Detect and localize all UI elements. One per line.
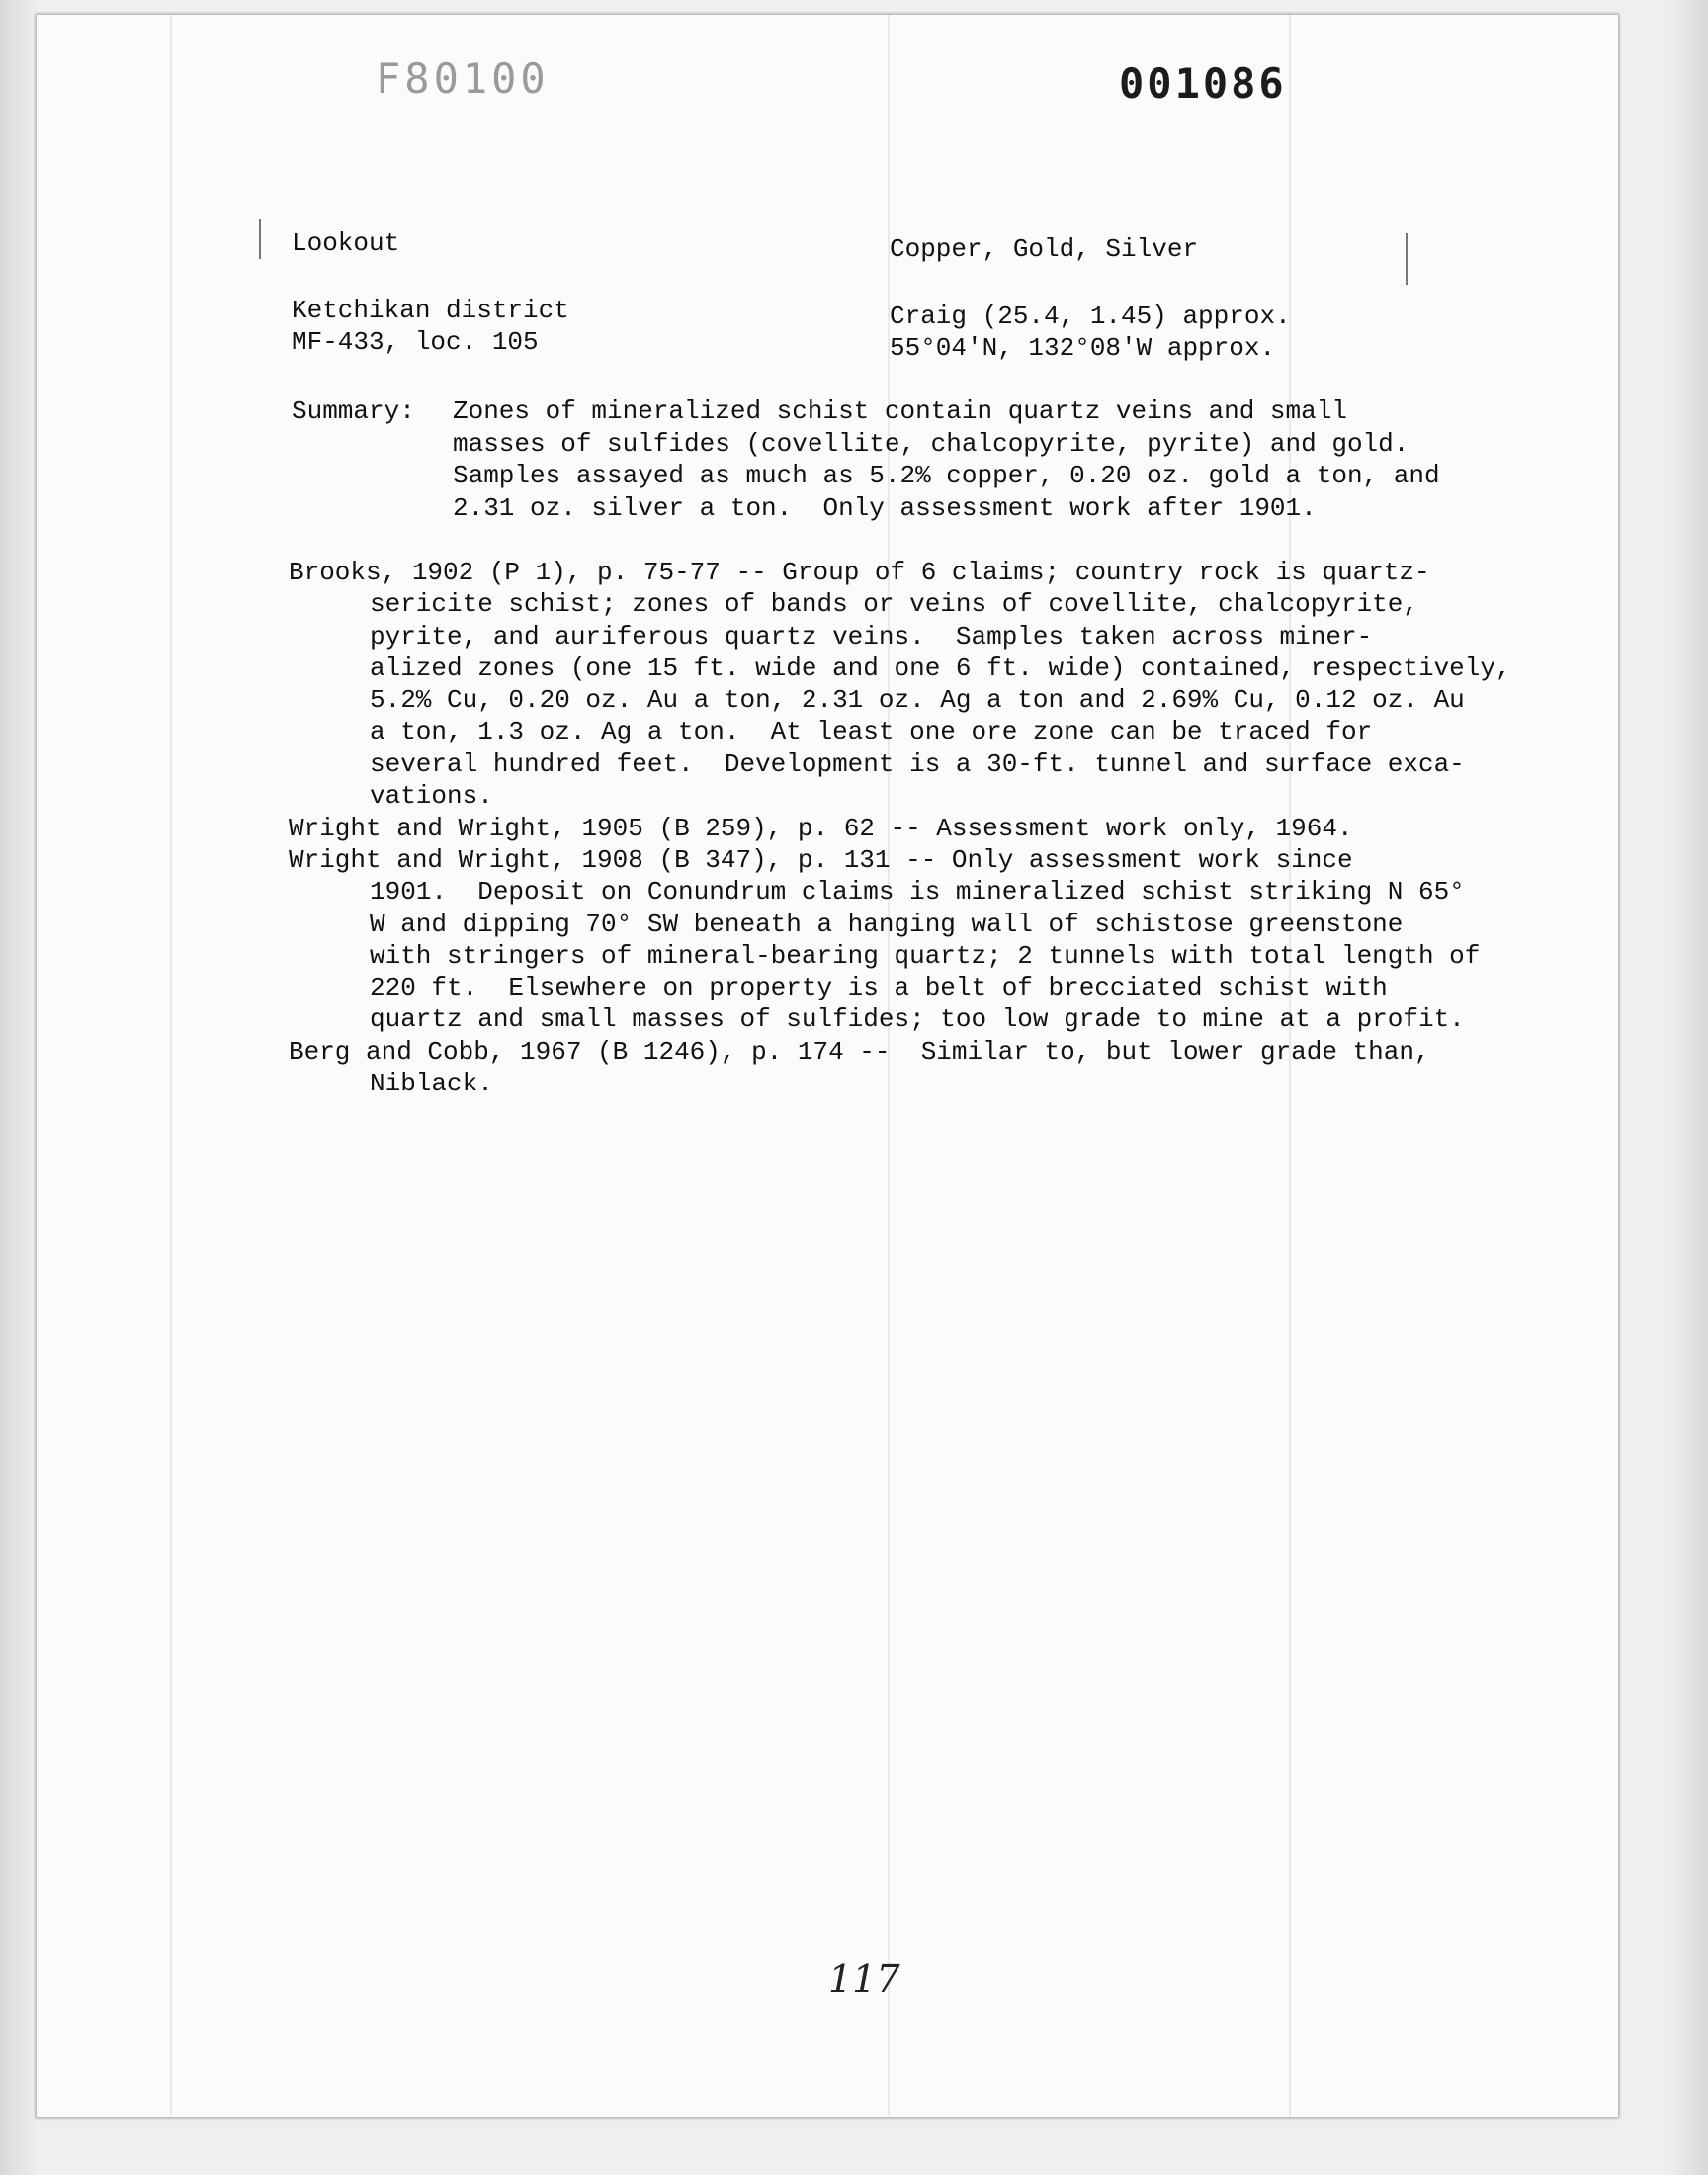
reference-line: with stringers of mineral-bearing quartz; 2 tunnels with total length of (370, 940, 1481, 971)
handwritten-page-number: 117 (828, 1958, 900, 2001)
quadrangle: Craig (25.4, 1.45) approx. (890, 302, 1291, 331)
document-number-stamp: 001086 (1119, 59, 1287, 108)
summary-line: 2.31 oz. silver a ton. Only assessment work after 1901. (453, 492, 1317, 523)
reference-line: 5.2% Cu, 0.20 oz. Au a ton, 2.31 oz. Ag a ton and 2.69% Cu, 0.12 oz. Au (370, 685, 1465, 716)
reference-line: 220 ft. Elsewhere on property is a belt of brecciated schist with (370, 973, 1388, 1003)
margin-mark (259, 219, 261, 259)
reference-line: vations. (370, 781, 493, 812)
reference-line: Brooks, 1902 (P 1), p. 75-77 -- Group of 6 claims; country rock is quartz- (289, 558, 1430, 587)
map-reference: MF-433, loc. 105 (292, 327, 539, 357)
reference-line: W and dipping 70° SW beneath a hanging wall of schistose greenstone (370, 909, 1404, 939)
district: Ketchikan district (292, 296, 569, 325)
fold-line (170, 14, 172, 2116)
reference-line: several hundred feet. Development is a 30-ft. tunnel and surface exca- (370, 748, 1465, 779)
coordinates: 55°04'N, 132°08'W approx. (890, 333, 1276, 363)
reference-line: Wright and Wright, 1905 (B 259), p. 62 -- Assessment work only, 1964. (289, 814, 1353, 843)
reference-line: Berg and Cobb, 1967 (B 1246), p. 174 -- Similar to, but lower grade than, (289, 1037, 1430, 1067)
reference-line: Wright and Wright, 1908 (B 347), p. 131 -- Only assessment work since (289, 845, 1353, 875)
margin-mark (1406, 233, 1408, 285)
reference-line: quartz and small masses of sulfides; too low grade to mine at a profit. (370, 1004, 1465, 1035)
reference-line: a ton, 1.3 oz. Ag a ton. At least one ore zone can be traced for (370, 717, 1373, 747)
reference-entry (289, 557, 1511, 812)
summary-line: Zones of mineralized schist contain quartz veins and small (453, 396, 1347, 426)
summary-label: Summary: (292, 396, 415, 426)
reference-line: sericite schist; zones of bands or veins of covellite, chalcopyrite, (370, 589, 1418, 620)
reference-line: 1901. Deposit on Conundrum claims is mineralized schist striking N 65° (370, 877, 1465, 908)
summary-text (453, 395, 1440, 524)
archive-stamp: F80100 (376, 54, 550, 103)
reference-entry (289, 1036, 1430, 1100)
reference-line: pyrite, and auriferous quartz veins. Samples taken across miner- (370, 621, 1373, 652)
deposit-name: Lookout (292, 228, 400, 258)
reference-line: Niblack. (370, 1069, 493, 1099)
summary-line: masses of sulfides (covellite, chalcopyrite, pyrite) and gold. (453, 428, 1409, 459)
reference-entry (289, 813, 1353, 844)
commodities: Copper, Gold, Silver (890, 234, 1199, 264)
reference-entry (289, 844, 1480, 1036)
summary-line: Samples assayed as much as 5.2% copper, 0.20 oz. gold a ton, and (453, 461, 1440, 490)
reference-line: alized zones (one 15 ft. wide and one 6 ft. wide) contained, respectively, (370, 652, 1511, 683)
